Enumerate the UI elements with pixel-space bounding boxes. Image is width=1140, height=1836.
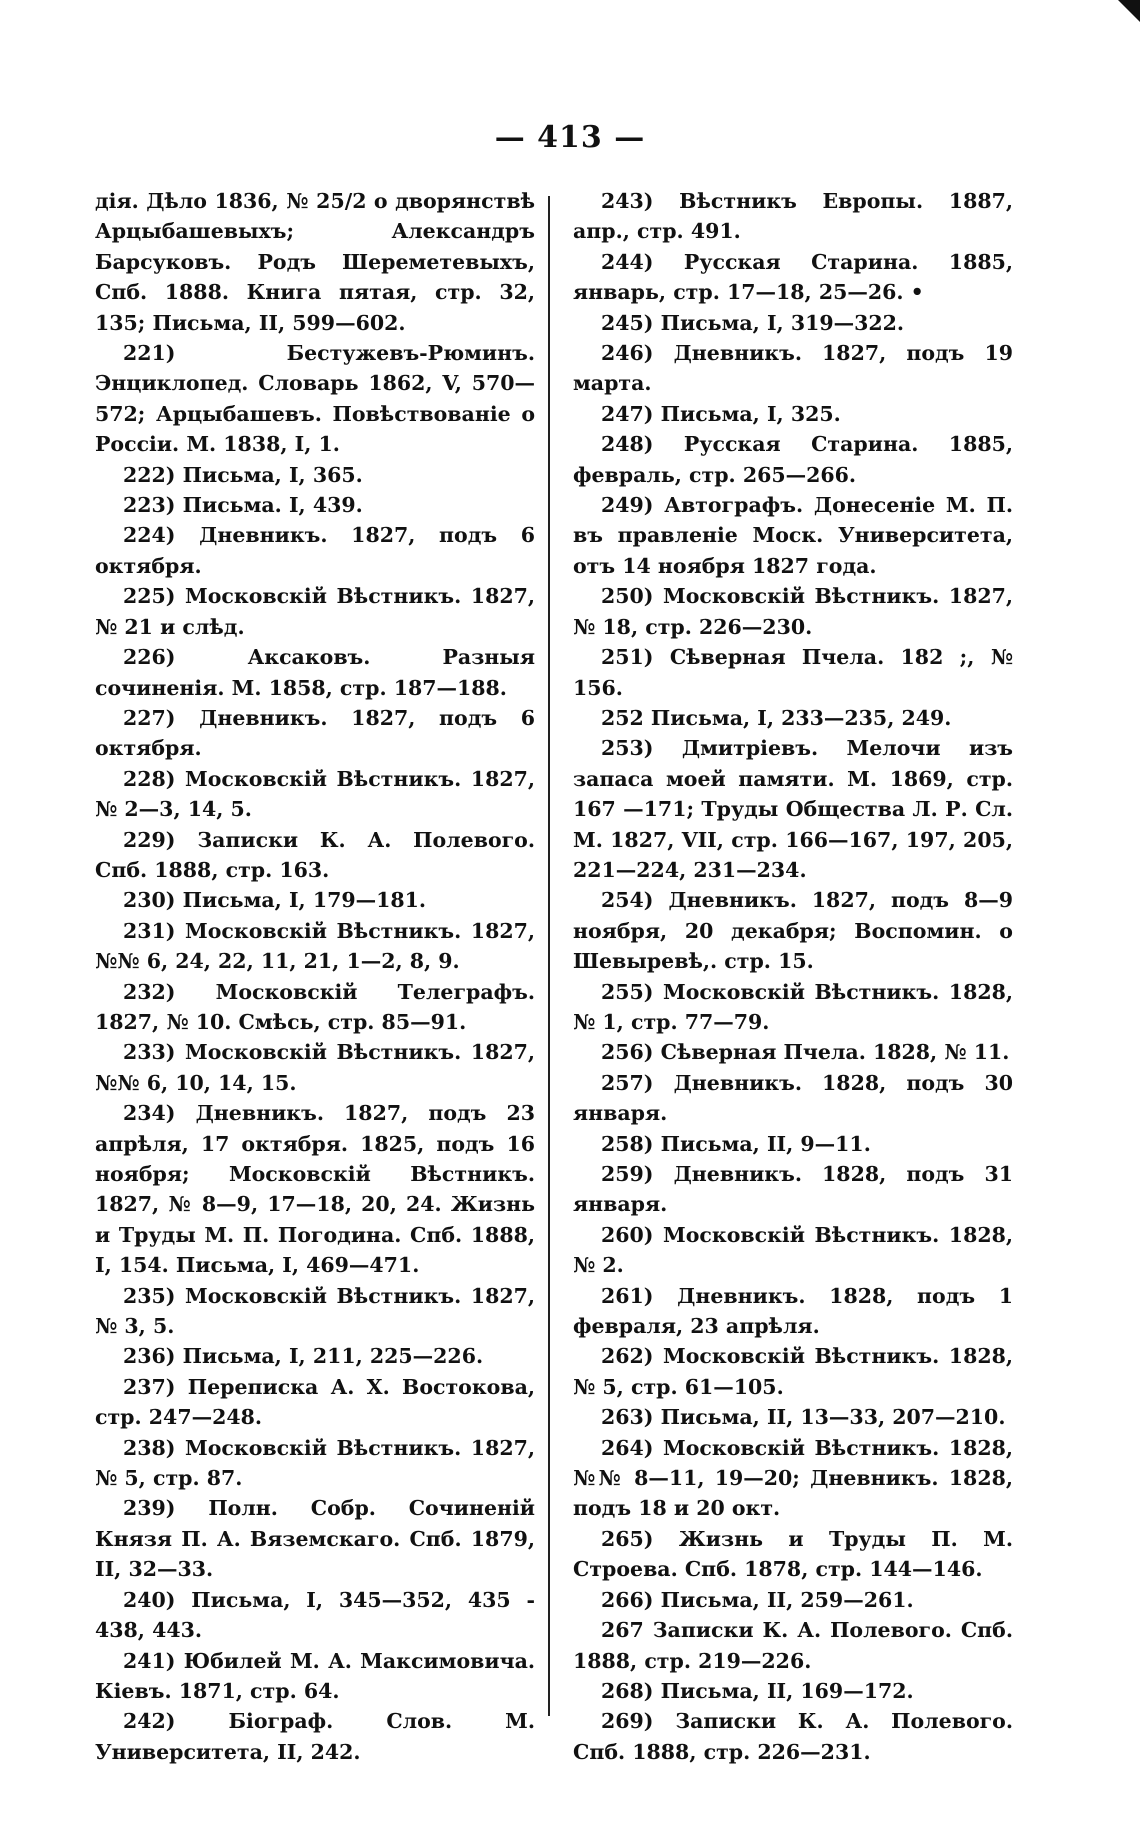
footnote-entry: 269) Записки К. А. Полевого. Спб. 1888, стр. 226—231.	[573, 1709, 1013, 1764]
footnote-entry: 240) Письма, I, 345—352, 435 - 438, 443.	[95, 1587, 535, 1643]
footnote-entry: 262) Московскій Вѣстникъ. 1828, № 5, стр. 61—105.	[573, 1344, 1013, 1399]
footnote-entry: 224) Дневникъ. 1827, подъ 6 октября.	[95, 523, 535, 578]
footnote-entry: 266) Письма, II, 259—261.	[601, 1587, 914, 1612]
footnote-entry: 227) Дневникъ. 1827, подъ 6 октября.	[95, 705, 535, 761]
footnote-entry: 261) Дневникъ. 1828, подъ 1 февраля, 23 апрѣля.	[573, 1283, 1013, 1339]
footnote-entry: 253) Дмитріевъ. Мелочи изъ запаса моей памяти. М. 1869, стр. 167 —171; Труды Общества Л. Р. Сл. М. 1827, VII, стр. 166—167, 197, 205, 221—224, 231—234.	[573, 736, 1013, 882]
footnote-entry: 268) Письма, II, 169—172.	[601, 1678, 914, 1703]
footnote-entry: 228) Московскій Вѣстникъ. 1827, № 2—3, 14, 5.	[95, 766, 535, 822]
footnote-entry: 223) Письма. I, 439.	[123, 493, 363, 518]
footnote-entry: 229) Записки К. А. Полевого. Спб. 1888, стр. 163.	[95, 827, 535, 882]
footnote-entry: 249) Автографъ. Донесеніе М. П. въ правленіе Моск. Университета, отъ 14 ноября 1827 года.	[573, 493, 1013, 578]
footnote-entry: 232) Московскій Телеграфъ. 1827, № 10. Смѣсь, стр. 85—91.	[95, 979, 535, 1034]
column-divider	[548, 196, 550, 1716]
footnote-entry: 230) Письма, I, 179—181.	[123, 888, 427, 913]
footnote-entry: 225) Московскій Вѣстникъ. 1827, № 21 и слѣд.	[95, 584, 535, 639]
footnote-entry: 222) Письма, I, 365.	[123, 462, 363, 487]
footnote-entry: 235) Московскій Вѣстникъ. 1827, № 3, 5.	[95, 1283, 535, 1339]
footnote-entry: 247) Письма, I, 325.	[601, 401, 841, 426]
footnote-entry: 264) Московскій Вѣстникъ. 1828, №№ 8—11, 19—20; Дневникъ. 1828, подъ 18 и 20 окт.	[573, 1435, 1013, 1521]
footnote-entry: 226) Аксаковъ. Разныя сочиненія. М. 1858, стр. 187—188.	[95, 645, 535, 700]
footnote-entry: 241) Юбилей М. А. Максимовича. Кіевъ. 1871, стр. 64.	[95, 1648, 535, 1703]
footnote-entry: 246) Дневникъ. 1827, подъ 19 марта.	[573, 341, 1013, 396]
footnote-entry: 267 Записки К. А. Полевого. Спб. 1888, стр. 219—226.	[573, 1618, 1013, 1673]
footnote-entry: 221) Бестужевъ-Рюминъ. Энциклопед. Словарь 1862, V, 570—572; Арцыбашевъ. Повѣствованіе о Россіи. М. 1838, I, 1.	[95, 341, 535, 457]
footnote-entry: 237) Переписка А. Х. Востокова, стр. 247—248.	[95, 1374, 535, 1430]
footnote-entry: 257) Дневникъ. 1828, подъ 30 января.	[573, 1070, 1013, 1126]
footnote-entry: 254) Дневникъ. 1827, подъ 8—9 ноября, 20 декабря; Воспомин. о Шевыревѣ,. стр. 15.	[573, 888, 1013, 974]
footnote-entry: 259) Дневникъ. 1828, подъ 31 января.	[573, 1162, 1013, 1217]
footnote-entry: 238) Московскій Вѣстникъ. 1827, № 5, стр. 87.	[95, 1435, 535, 1491]
right-column	[573, 186, 1013, 1767]
footnote-entry: 255) Московскій Вѣстникъ. 1828, № 1, стр. 77—79.	[573, 979, 1013, 1034]
footnote-entry: 252 Письма, I, 233—235, 249.	[601, 705, 952, 730]
footnote-entry: 244) Русская Старина. 1885, январь, стр. 17—18, 25—26. •	[573, 249, 1013, 305]
page-corner-mark	[1118, 0, 1140, 22]
footnote-entry: 263) Письма, II, 13—33, 207—210.	[601, 1405, 1006, 1430]
footnote-entry: 236) Письма, I, 211, 225—226.	[123, 1344, 484, 1369]
footnote-entry: 251) Сѣверная Пчела. 182 ;, № 156.	[573, 645, 1013, 700]
footnote-entry: 243) Вѣстникъ Европы. 1887, апр., стр. 491.	[573, 189, 1013, 244]
footnote-entry: 256) Сѣверная Пчела. 1828, № 11.	[601, 1040, 1010, 1065]
footnote-entry: 242) Біограф. Слов. М. Университета, II, 242.	[95, 1709, 535, 1764]
footnote-entry: 245) Письма, I, 319—322.	[601, 310, 905, 335]
footnote-entry: 265) Жизнь и Труды П. М. Строева. Спб. 1878, стр. 144—146.	[573, 1526, 1013, 1582]
footnote-entry: 231) Московскій Вѣстникъ. 1827, №№ 6, 24, 22, 11, 21, 1—2, 8, 9.	[95, 918, 535, 974]
footnote-entry: дія. Дѣло 1836, № 25/2 о дворянствѣ Арцыбашевыхъ; Александръ Барсуковъ. Родъ Шереметевыхъ, Спб. 1888. Книга пятая, стр. 32, 135; Письма, II, 599—602.	[95, 189, 535, 335]
footnote-entry: 233) Московскій Вѣстникъ. 1827, №№ 6, 10, 14, 15.	[95, 1040, 535, 1095]
footnote-entry: 260) Московскій Вѣстникъ. 1828, № 2.	[573, 1222, 1013, 1278]
left-column	[95, 186, 535, 1767]
page-number: — 413 —	[494, 120, 646, 155]
footnote-entry: 234) Дневникъ. 1827, подъ 23 апрѣля, 17 октября. 1825, подъ 16 ноября; Московскій Вѣстникъ. 1827, № 8—9, 17—18, 20, 24. Жизнь и Труды М. П. Погодина. Спб. 1888, I, 154. Письма, I, 469—471.	[95, 1101, 535, 1278]
footnote-entry: 239) Полн. Собр. Сочиненій Князя П. А. Вяземскаго. Спб. 1879, II, 32—33.	[95, 1496, 535, 1582]
footnote-entry: 248) Русская Старина. 1885, февраль, стр. 265—266.	[573, 432, 1013, 487]
footnote-entry: 250) Московскій Вѣстникъ. 1827, № 18, стр. 226—230.	[573, 584, 1013, 639]
footnote-entry: 258) Письма, II, 9—11.	[601, 1131, 871, 1156]
